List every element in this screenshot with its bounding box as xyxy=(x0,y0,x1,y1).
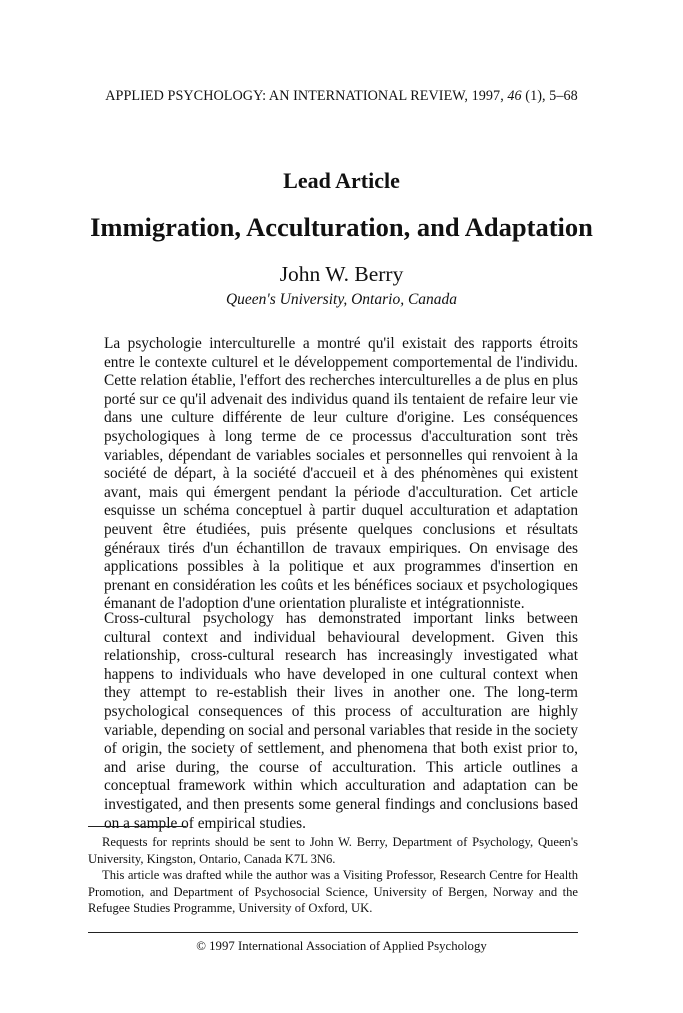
abstract-english xyxy=(104,610,578,833)
author-name: John W. Berry xyxy=(279,262,404,286)
abstract-english-text: Cross-cultural psychology has demonstrated important links between cultural context and individual behavioural development. Given this relationship, cross-cultural research has increasingly investigated what happens to individuals who have developed in one cultural context when they attempt to re-establish their lives in another one. The long-term psychological consequences of this process of acculturation are highly variable, depending on social and personal variables that reside in the society of origin, the society of settlement, and phenomena that both exist prior to, and arise during, the course of acculturation. This article outlines a conceptual framework within which acculturation and adaptation can be investigated, and then presents some general findings and conclusions based on a sample of empirical studies. xyxy=(104,610,578,832)
footnote-drafting: This article was drafted while the author was a Visiting Professor, Research Centre for Health Promotion, and Department of Psychosocial Science, University of Bergen, Norway and the Refugee Studies Programme, University of Oxford, UK. xyxy=(88,868,578,915)
copyright-rule xyxy=(88,932,578,933)
volume-number: 46 xyxy=(507,88,522,104)
issue-pages: (1), 5–68 xyxy=(521,88,578,104)
footnote-separator xyxy=(88,826,186,827)
journal-citation: APPLIED PSYCHOLOGY: AN INTERNATIONAL REVIEW, 1997, xyxy=(105,88,508,104)
author-affiliation: Queen's University, Ontario, Canada xyxy=(225,291,458,308)
footnote-reprints: Requests for reprints should be sent to John W. Berry, Department of Psychology, Queen's University, Kingston, Ontario, Canada K7L 3N6. xyxy=(88,835,578,866)
abstract-french-text: La psychologie interculturelle a montré qu'il existait des rapports étroits entre le contexte culturel et le développement comportemental de l'individu. Cette relation établie, l'effort des recherches interculturelles a de plus en plus porté sur ce qu'il advenait des individus quand ils tentaient de refaire leur vie dans une culture différente de leur culture d'origine. Les conséquences psychologiques à long terme de ce processus d'acculturation sont très variables, dépendant de variables sociales et personnelles qui renvoient à la société de départ, à la société d'accueil et à des phénomènes qui existent avant, mais qui émergent pendant la période d'acculturation. Cet article esquisse un schéma conceptuel à partir duquel acculturation et adaptation peuvent être étudiées, puis présente quelques conclusions et résultats généraux tirés d'un échantillon de travaux empiriques. On envisage des applications possibles à la politique et aux programmes d'insertion en prenant en considération les coûts et les bénéfices sociaux et psychologiques émanant de l'adoption d'une orientation pluraliste et intégrationniste. xyxy=(104,335,578,613)
footnotes xyxy=(88,834,578,917)
article-title: Immigration, Acculturation, and Adaptation xyxy=(90,212,593,242)
abstract-french xyxy=(104,335,578,614)
copyright-notice: © 1997 International Association of Applied Psychology xyxy=(196,939,487,953)
section-label: Lead Article xyxy=(283,168,400,193)
running-head xyxy=(0,88,683,105)
